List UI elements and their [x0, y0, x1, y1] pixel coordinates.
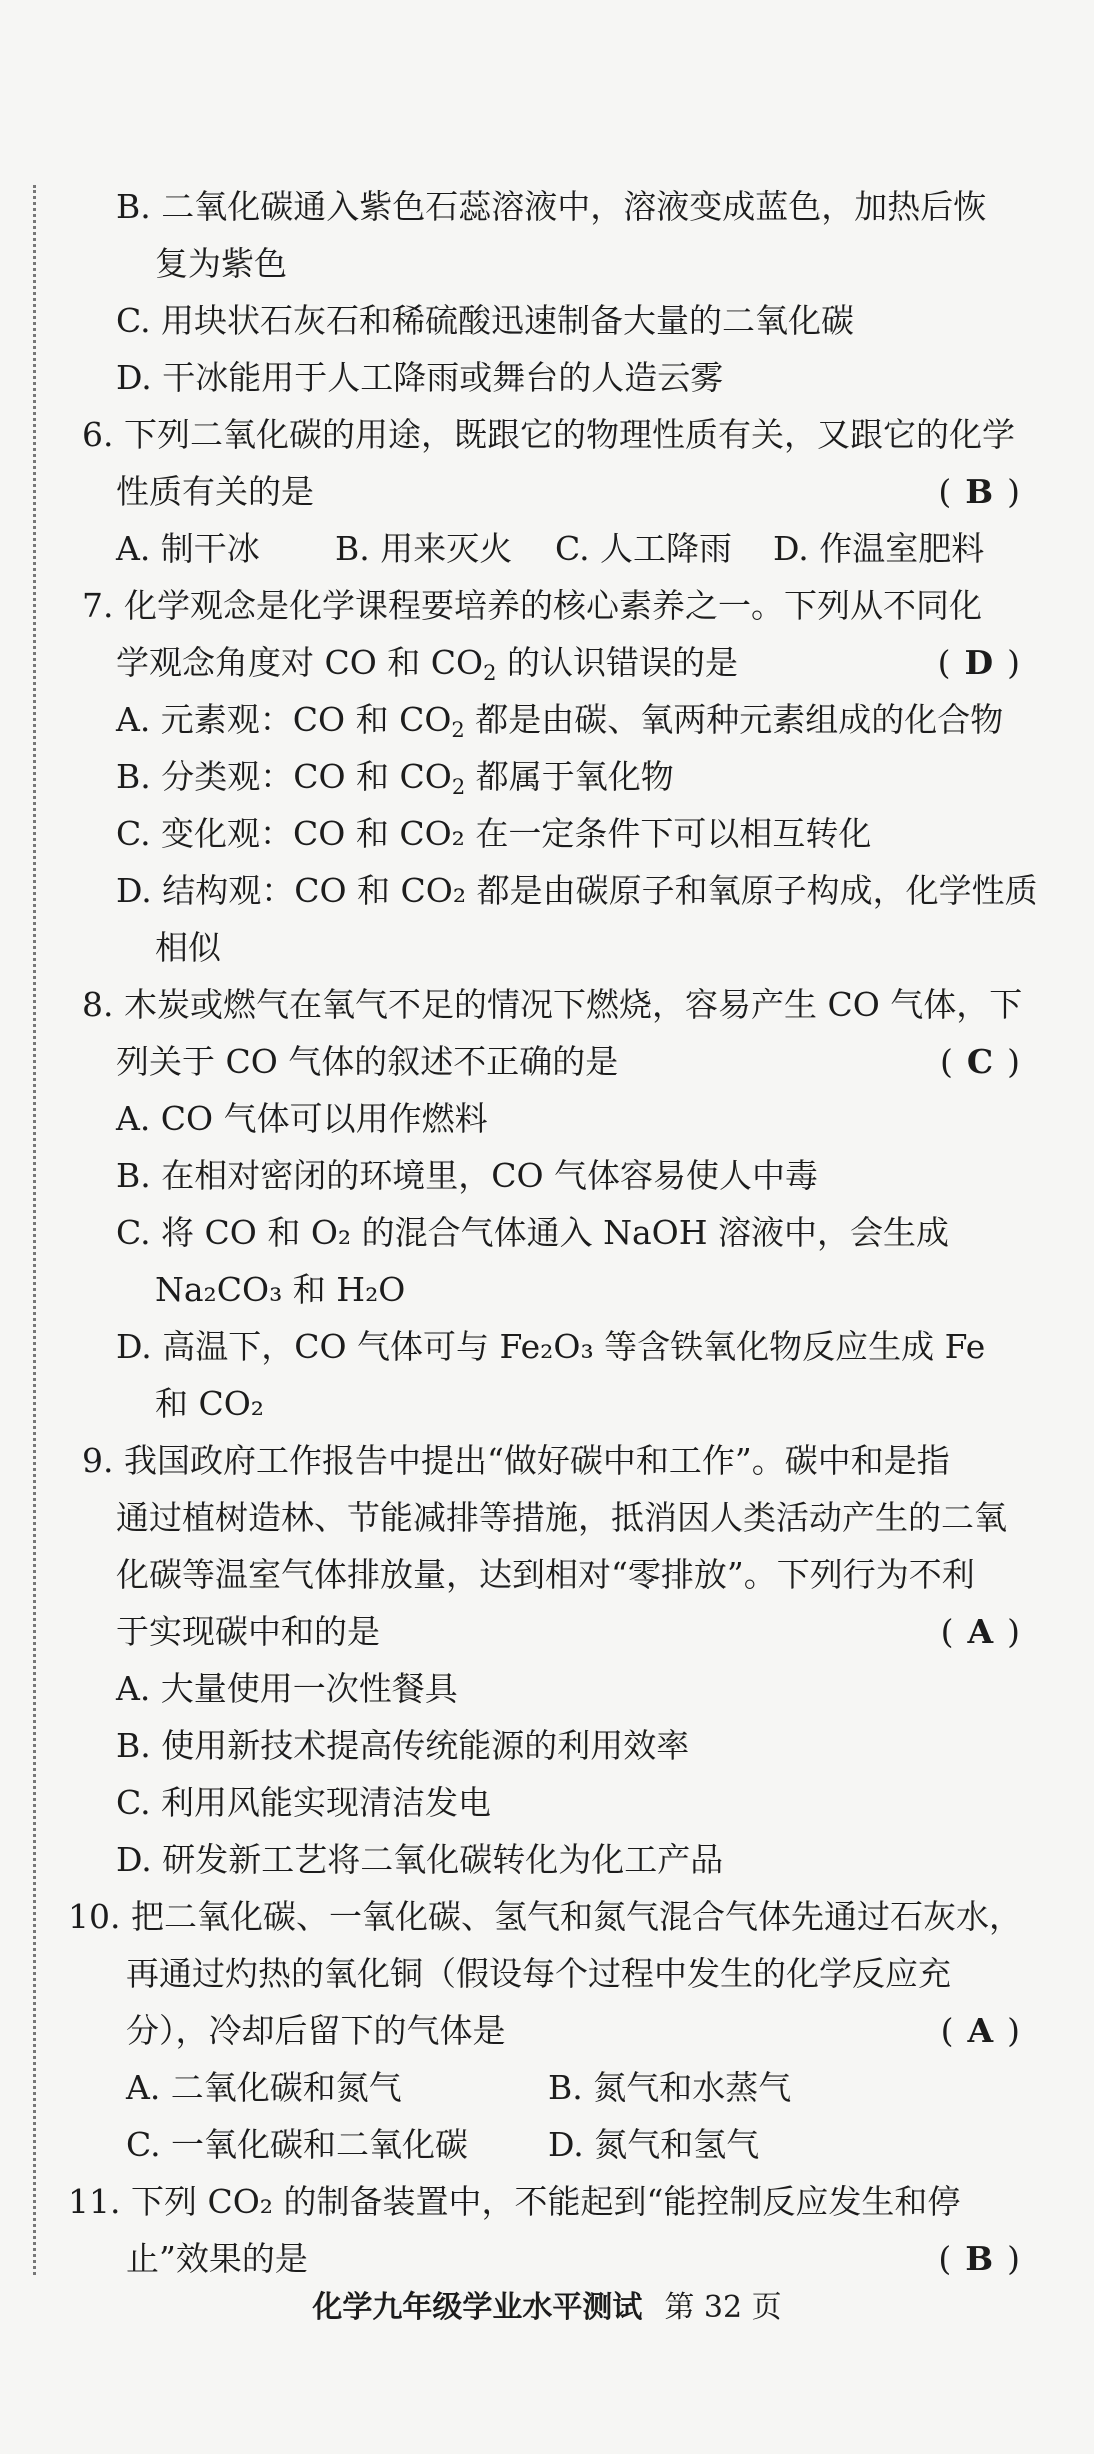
text-line-l35: B. 氮气和水蒸气 — [548, 2068, 792, 2107]
bracket-close: ) — [1007, 643, 1034, 682]
text-line-l37: D. 氮气和氢气 — [548, 2125, 760, 2164]
text-line-l31: 10. 把二氧化碳、一氧化碳、氢气和氮气混合气体先通过石灰水， — [68, 1897, 1022, 1936]
text-line-l12: C. 变化观：CO 和 CO₂ 在一定条件下可以相互转化 — [116, 814, 872, 853]
text-line-l21: D. 高温下，CO 气体可与 Fe₂O₃ 等含铁氧化物反应生成 Fe — [116, 1327, 986, 1366]
bracket-open: ( — [940, 1612, 968, 1651]
bracket-open: ( — [939, 1042, 967, 1081]
answer-letter: D — [964, 643, 1008, 682]
text-line-l34: A. 二氧化碳和氮气 — [126, 2068, 402, 2107]
answer-bracket-a8 — [940, 1040, 1034, 1084]
text-line-l4: D. 干冰能用于人工降雨或舞台的人造云雾 — [116, 358, 724, 397]
bracket-close: ) — [1007, 2239, 1034, 2278]
text-line-l3: C. 用块状石灰石和稀硫酸迅速制备大量的二氧化碳 — [116, 301, 855, 340]
answer-letter: B — [965, 472, 1008, 511]
bracket-close: ) — [1007, 472, 1034, 511]
text-line-l16: 列关于 CO 气体的叙述不正确的是 — [116, 1042, 619, 1081]
text-line-l22: 和 CO₂ — [155, 1384, 265, 1423]
text-line-l8: 7. 化学观念是化学课程要培养的核心素养之一。下列从不同化 — [82, 586, 982, 625]
text-line-l5: 6. 下列二氧化碳的用途，既跟它的物理性质有关，又跟它的化学 — [82, 415, 1015, 454]
q7-option-a: A. 元素观：CO 和 $CO_2$ 都是由碳、氧两种元素组成的化合物 — [116, 700, 1004, 742]
text-line-l29: C. 利用风能实现清洁发电 — [116, 1783, 492, 1822]
text-line-l27: A. 大量使用一次性餐具 — [116, 1669, 458, 1708]
answer-bracket-a11 — [938, 2237, 1034, 2281]
q7-stem-line-2: 学观念角度对 CO 和 $CO_2$ 的认识错误的是 — [116, 643, 738, 685]
text-line-l30: D. 研发新工艺将二氧化碳转化为化工产品 — [116, 1840, 724, 1879]
bracket-open: ( — [938, 472, 966, 511]
text-line-l32: 再通过灼热的氧化铜（假设每个过程中发生的化学反应充 — [126, 1954, 951, 1993]
page-footer — [0, 2288, 1094, 2328]
answer-letter: A — [967, 1612, 1008, 1651]
answer-letter: B — [965, 2239, 1008, 2278]
answer-bracket-a6 — [938, 470, 1034, 514]
text-line-l19: C. 将 CO 和 O₂ 的混合气体通入 NaOH 溶液中，会生成 — [116, 1213, 949, 1252]
text-line-l23: 9. 我国政府工作报告中提出“做好碳中和工作”。碳中和是指 — [82, 1441, 950, 1480]
text-line-l14: 相似 — [155, 928, 221, 967]
text-line-l36: C. 一氧化碳和二氧化碳 — [126, 2125, 469, 2164]
answer-bracket-a7 — [938, 641, 1034, 685]
text-line-l20: Na₂CO₃ 和 H₂O — [155, 1270, 406, 1309]
answer-letter: A — [967, 2011, 1008, 2050]
text-line-l1: B. 二氧化碳通入紫色石蕊溶液中，溶液变成蓝色，加热后恢 — [116, 187, 987, 226]
text-line-l28: B. 使用新技术提高传统能源的利用效率 — [116, 1726, 690, 1765]
text-line-l24: 通过植树造林、节能减排等措施，抵消因人类活动产生的二氧 — [116, 1498, 1007, 1537]
q6-option-c: C. 人工降雨 — [555, 529, 733, 568]
text-line-l25: 化碳等温室气体排放量，达到相对“零排放”。下列行为不利 — [116, 1555, 975, 1594]
text-line-l15: 8. 木炭或燃气在氧气不足的情况下燃烧，容易产生 CO 气体，下 — [82, 985, 1023, 1024]
bracket-open: ( — [938, 2239, 966, 2278]
text-line-l6: 性质有关的是 — [116, 472, 314, 511]
answer-letter: C — [966, 1042, 1008, 1081]
q6-option-d: D. 作温室肥料 — [773, 529, 985, 568]
answer-bracket-a9 — [941, 1610, 1034, 1654]
q7-option-b: B. 分类观：CO 和 $CO_2$ 都属于氧化物 — [116, 757, 674, 799]
bracket-close: ) — [1007, 2011, 1034, 2050]
q6-option-a: A. 制干冰 — [116, 529, 260, 568]
bracket-open: ( — [937, 643, 965, 682]
text-line-l18: B. 在相对密闭的环境里，CO 气体容易使人中毒 — [116, 1156, 819, 1195]
text-line-l13: D. 结构观：CO 和 CO₂ 都是由碳原子和氧原子构成，化学性质 — [116, 871, 1038, 910]
text-line-l33: 分），冷却后留下的气体是 — [126, 2011, 506, 2050]
binding-margin-line — [33, 185, 36, 2275]
text-line-l17: A. CO 气体可以用作燃料 — [116, 1099, 488, 1138]
text-line-l39: 止”效果的是 — [126, 2239, 308, 2278]
bracket-open: ( — [940, 2011, 968, 2050]
text-line-l38: 11. 下列 CO₂ 的制备装置中，不能起到“能控制反应发生和停 — [68, 2182, 961, 2221]
answer-bracket-a10 — [941, 2009, 1034, 2053]
bracket-close: ) — [1007, 1042, 1034, 1081]
footer-title: 化学九年级学业水平测试 — [312, 2290, 643, 2325]
text-line-l26: 于实现碳中和的是 — [116, 1612, 380, 1651]
q6-option-b: B. 用来灭火 — [335, 529, 513, 568]
text-line-l2: 复为紫色 — [155, 244, 287, 283]
footer-page-number: 第 32 页 — [664, 2290, 782, 2325]
bracket-close: ) — [1007, 1612, 1034, 1651]
